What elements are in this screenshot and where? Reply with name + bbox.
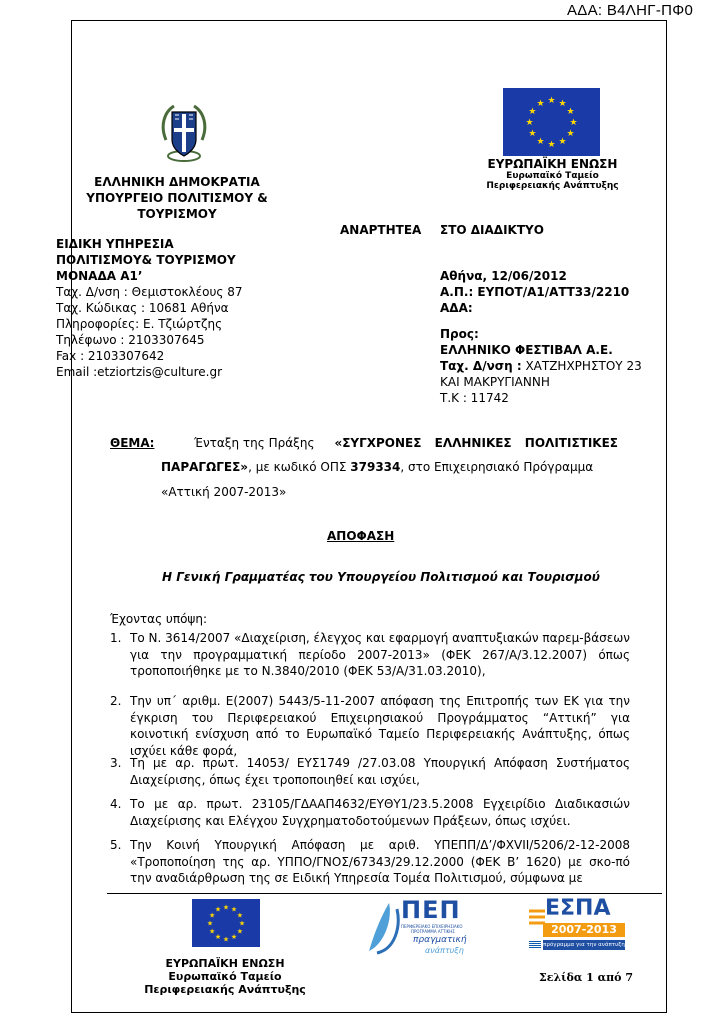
eu-star-icon: ★ <box>547 96 556 106</box>
recipient-addr-value: ΧΑΤΖΗΧΡΗΣΤΟΥ 23 <box>525 359 642 373</box>
eu-star-icon: ★ <box>536 98 545 109</box>
sender-info: Πληροφορίες: Ε. Τζιώρτζης <box>56 317 223 331</box>
eu-flag-icon <box>503 88 600 156</box>
decision-title: ΑΠΟΦΑΣΗ <box>327 529 395 543</box>
header-left-line-1: ΕΛΛΗΝΙΚΗ ΔΗΜΟΚΡΑΤΙΑ <box>94 175 260 189</box>
considering-label: Έχοντας υπόψη: <box>110 612 207 626</box>
subject-label: ΘΕΜΑ: <box>110 436 155 450</box>
list-item-num: 1. <box>110 631 122 645</box>
eu-star-icon: ★ <box>566 129 575 139</box>
page-total: 7 <box>625 971 634 984</box>
greek-flag-icon <box>529 941 541 949</box>
eu-star-icon: ★ <box>236 911 243 920</box>
header-right-sub2: Περιφερειακής Ανάπτυξης <box>486 181 619 191</box>
list-item <box>110 755 630 788</box>
eu-star-icon: ★ <box>528 129 537 139</box>
pep-small-1: ΠΕΡΙΦΕΡΕΙΑΚΟ ΕΠΙΧΕΙΡΗΣΙΑΚΟ <box>401 924 463 929</box>
sender-line-2: ΠΟΛΙΤΙΣΜΟΥ& ΤΟΥΡΙΣΜΟΥ <box>56 253 236 267</box>
list-item <box>110 796 630 829</box>
footer-eu-text <box>140 957 310 996</box>
list-item <box>110 630 630 680</box>
recipient-tk: Τ.Κ : 11742 <box>440 391 509 405</box>
recipient-addr-line2: ΚΑΙ ΜΑΚΡΥΓΙΑΝΝΗ <box>440 375 550 389</box>
recipient-label: Προς: <box>440 327 479 341</box>
footer-divider <box>107 893 662 894</box>
header-left-line-2: ΥΠΟΥΡΓΕΙΟ ΠΟΛΙΤΙΣΜΟΥ & <box>86 191 268 205</box>
list-item <box>110 693 630 759</box>
sender-phone: Τηλέφωνο : 2103307645 <box>56 333 205 347</box>
eu-star-icon: ★ <box>536 137 545 148</box>
list-item-text: Τη με αρ. πρωτ. 14053/ ΕΥΣ1749 /27.03.08 Υπουργική Απόφαση Συστήματος Διαχείρισης, όπως έχει τροποποιηθεί και ισχύει, <box>130 756 630 787</box>
recipient-block <box>440 326 642 406</box>
eu-star-icon: ★ <box>525 118 534 128</box>
sender-line-1: ΕΙΔΙΚΗ ΥΠΗΡΕΣΙΑ <box>56 237 174 251</box>
eu-star-icon: ★ <box>547 140 556 150</box>
eu-star-icon: ★ <box>558 98 567 109</box>
espa-years: 2007-2013 <box>543 923 625 937</box>
list-item-text: Την υπ΄ αριθμ. Ε(2007) 5443/5-11-2007 απόφαση της Επιτροπής των ΕΚ για την έγκριση του Περιφερειακού Επιχειρησιακού Προγράμματος “Αττική” για κοινοτική ενίσχυση από το Ευρωπαϊκό Ταμείο Περιφερειακής Ανάπτυξης, όπως ισχύει κάθε φορά, <box>130 694 630 758</box>
page-num: 1 <box>586 971 594 984</box>
eu-star-icon: ★ <box>222 903 230 912</box>
meta-block <box>440 268 629 316</box>
eu-star-icon: ★ <box>209 911 216 920</box>
eu-star-icon: ★ <box>558 137 567 148</box>
eu-star-icon: ★ <box>222 935 230 944</box>
eu-star-icon: ★ <box>528 107 537 117</box>
eu-star-icon: ★ <box>214 933 222 942</box>
ada-stamp: ΑΔΑ: Β4ΛΗΓ-ΠΦ0 <box>567 2 694 19</box>
list-item-text: Την Κοινή Υπουργική Απόφαση με αριθ. ΥΠΕΠΠ/Δ’/ΦΧVII/5206/2-12-2008 «Τροποποίηση της αρ. ΥΠΠΟ/ΓΝΟΣ/67343/29.12.2000 (ΦΕΚ Β’ 1620) με σκο-πό την αναδιάρθρωση της σε Ειδική Υπηρεσία Τομέα Πολιτισμού, σύμφωνα με <box>130 838 630 885</box>
sender-fax: Fax : 2103307642 <box>56 349 165 363</box>
recipient-addr-label: Ταχ. Δ/νση : <box>440 359 522 373</box>
subject-p2: , με κωδικό ΟΠΣ <box>248 460 347 474</box>
meta-date: Αθήνα, 12/06/2012 <box>440 269 567 283</box>
subject-title2: ΠΑΡΑΓΩΓΕΣ» <box>161 460 249 474</box>
footer-eu-sub2: Περιφερειακής Ανάπτυξης <box>144 983 306 996</box>
espa-title: ΕΣΠΑ <box>545 896 611 921</box>
pep-small-2: ΠΡΟΓΡΑΜΜΑ ΑΤΤΙΚΗΣ <box>411 929 455 934</box>
eu-star-icon: ★ <box>238 919 246 928</box>
footer-eu-title: ΕΥΡΩΠΑΪΚΗ ΕΝΩΣΗ <box>165 957 285 970</box>
eu-star-icon: ★ <box>230 933 238 942</box>
list-item-num: 2. <box>110 694 122 708</box>
espa-tag: πρόγραμμα για την ανάπτυξη <box>543 942 625 948</box>
subject-line-1 <box>194 435 618 451</box>
eu-star-icon: ★ <box>236 927 243 936</box>
sender-address: Ταχ. Δ/νση : Θεμιστοκλέους 87 <box>56 285 243 299</box>
subject-p1: Ένταξη της Πράξης <box>194 436 315 450</box>
list-item <box>110 837 630 887</box>
list-item-text: Το Ν. 3614/2007 «Διαχείριση, έλεγχος και εφαρμογή αναπτυξιακών παρεμ-βάσεων για την προγραμματική περίοδο 2007-2013» (ΦΕΚ 267/Α/3.12.2007) όπως τροποποιήθηκε με το Ν.3840/2010 (ΦΕΚ 53/Α/31.03.2010), <box>130 631 630 678</box>
page-of: από <box>597 971 622 984</box>
sender-postcode: Ταχ. Κώδικας : 10681 Αθήνα <box>56 301 229 315</box>
subject-line-2 <box>161 459 593 475</box>
page-label: Σελίδα <box>539 971 583 984</box>
posting-note-1: ΑΝΑΡΤΗΤΕΑ <box>340 223 422 237</box>
subject-code: 379334 <box>350 460 401 474</box>
eu-star-icon: ★ <box>566 107 575 117</box>
eu-flag-icon <box>192 899 260 947</box>
recipient-name: ΕΛΛΗΝΙΚΟ ΦΕΣΤΙΒΑΛ Α.Ε. <box>440 343 613 357</box>
subject-p3: , στο Επιχειρησιακό Πρόγραμμα <box>400 460 594 474</box>
pep-tag-1: πραγματική <box>413 935 467 945</box>
meta-protocol: Α.Π.: ΕΥΠΟΤ/Α1/ΑΤΤ33/2210 <box>440 285 630 299</box>
sender-block <box>56 236 326 380</box>
subject-line-3: «Αττική 2007-2013» <box>161 485 287 499</box>
list-item-text: Το με αρ. πρωτ. 23105/ΓΔΑΑΠ4632/ΕΥΘΥ1/23.5.2008 Εγχειρίδιο Διαδικασιών Διαχείρισης και Ελέγχου Συγχρηματοδοτούμενων Πράξεων, όπως ισχύει. <box>130 797 630 828</box>
pep-logo <box>367 897 475 957</box>
footer-eu-sub1: Ευρωπαϊκό Ταμείο <box>168 970 282 983</box>
list-item-num: 5. <box>110 838 122 852</box>
authority-line: Η Γενική Γραμματέας του Υπουργείου Πολιτισμού και Τουρισμού <box>162 570 600 584</box>
meta-ada: ΑΔΑ: <box>440 301 473 315</box>
posting-note-2: ΣΤΟ ΔΙΑΔΙΚΤΥΟ <box>440 223 544 237</box>
pep-title: ΠΕΠ <box>401 896 461 924</box>
eu-star-icon: ★ <box>214 905 222 914</box>
list-item-num: 3. <box>110 756 122 770</box>
list-item-num: 4. <box>110 797 122 811</box>
sender-line-3: ΜΟΝΑΔΑ Α1’ <box>56 269 143 283</box>
pep-tag-2: ανάπτυξη <box>425 946 464 955</box>
espa-logo <box>529 897 625 955</box>
eu-star-icon: ★ <box>230 905 238 914</box>
sender-email: Email :etziortzis@culture.gr <box>56 365 223 379</box>
header-right-title: ΕΥΡΩΠΑΪΚΗ ΕΝΩΣΗ <box>487 157 618 171</box>
header-right-sub1: Ευρωπαϊκό Ταμείο <box>506 171 599 181</box>
eu-star-icon: ★ <box>206 919 214 928</box>
eu-star-icon: ★ <box>209 927 216 936</box>
header-left-text <box>72 174 282 222</box>
eu-star-icon: ★ <box>569 118 578 128</box>
page-number <box>539 971 633 984</box>
header-left-line-3: ΤΟΥΡΙΣΜΟΥ <box>137 207 217 221</box>
greek-emblem-icon <box>160 100 208 168</box>
subject-title1: «ΣΥΓΧΡΟΝΕΣ ΕΛΛΗΝΙΚΕΣ ΠΟΛΙΤΙΣΤΙΚΕΣ <box>334 436 618 450</box>
